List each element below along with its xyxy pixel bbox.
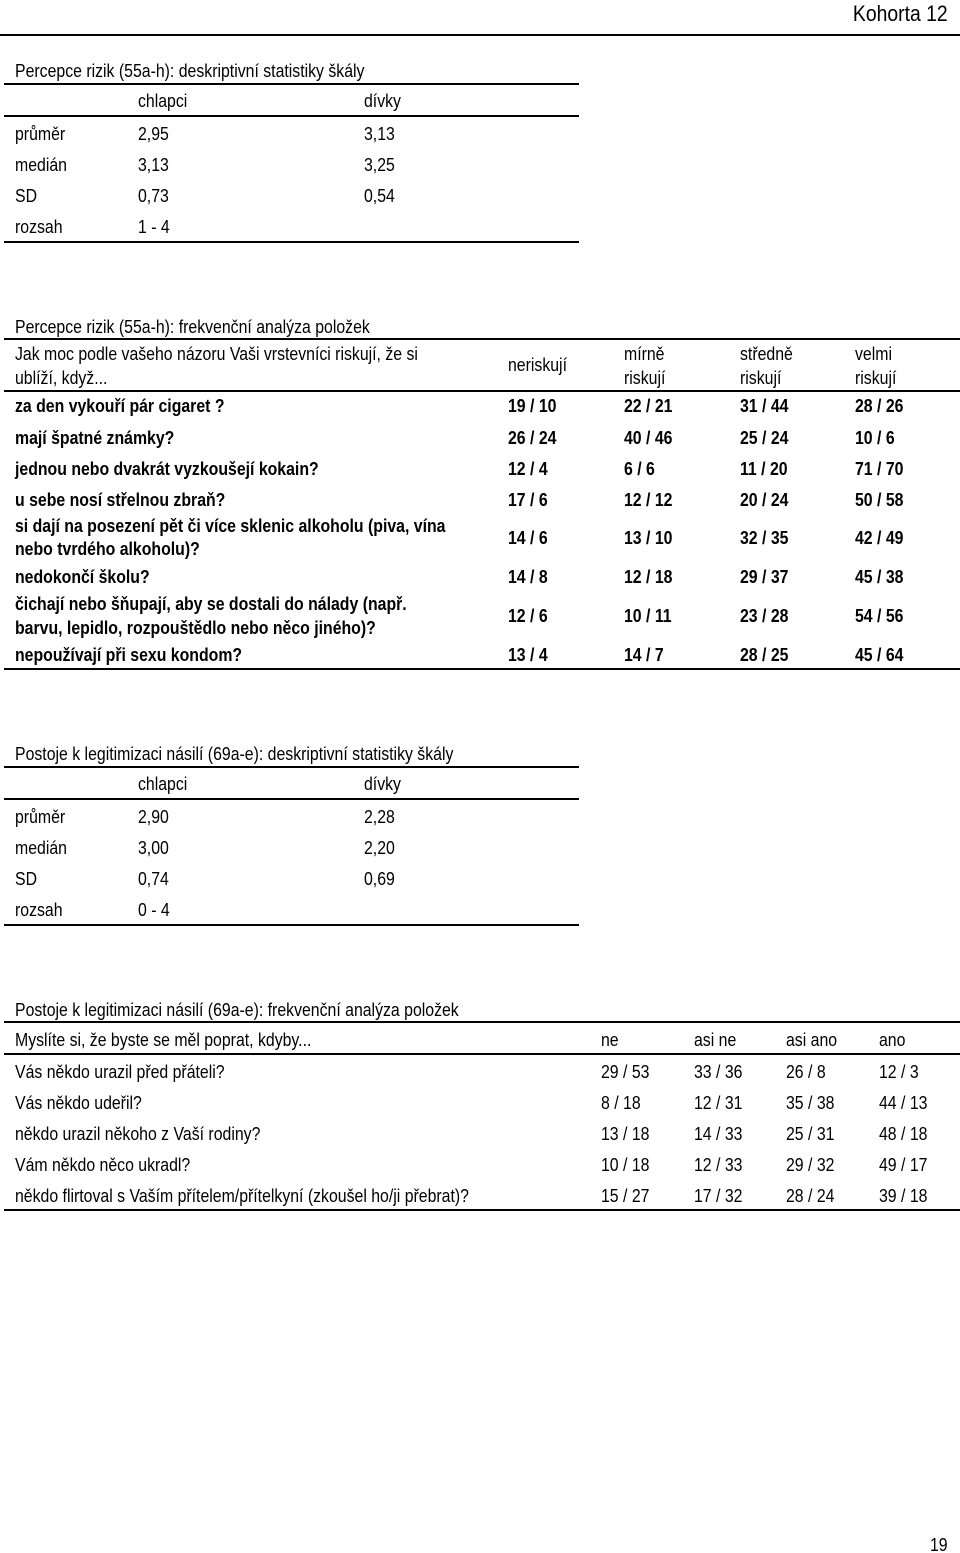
s1-row-label: průměr: [15, 124, 66, 144]
s3-title: Postoje k legitimizaci násilí (69a-e): deskriptivní statistiky škály: [15, 744, 454, 764]
s2-cell: 28 / 25: [740, 645, 789, 665]
s2-row-label: si dají na posezení pět či více sklenic alkoholu (piva, vína: [15, 516, 446, 536]
s2-cell: 29 / 37: [740, 567, 789, 587]
s2-cell: 12 / 4: [508, 459, 548, 479]
s2-cell: 71 / 70: [855, 459, 904, 479]
s3-rule-top: [4, 766, 579, 768]
s2-cell: 54 / 56: [855, 606, 904, 626]
s2-cell: 19 / 10: [508, 396, 557, 416]
s2-col-velmi-2: riskují: [855, 368, 897, 388]
s4-cell: 12 / 33: [694, 1155, 743, 1175]
s4-cell: 17 / 32: [694, 1186, 743, 1206]
s3-row-label: rozsah: [15, 900, 63, 920]
s4-cell: 8 / 18: [601, 1093, 641, 1113]
s3-row-value: 0,69: [364, 869, 395, 889]
s3-row-value: 2,28: [364, 807, 395, 827]
s2-cell: 31 / 44: [740, 396, 789, 416]
s2-rule-top: [4, 338, 960, 340]
s4-row-label: Vám někdo něco ukradl?: [15, 1155, 191, 1175]
s1-title: Percepce rizik (55a-h): deskriptivní statistiky škály: [15, 61, 365, 81]
s4-question: Myslíte si, že byste se měl poprat, kdyby...: [15, 1030, 312, 1050]
s2-title: Percepce rizik (55a-h): frekvenční analýza položek: [15, 317, 370, 337]
s4-rule-head: [4, 1053, 960, 1055]
s4-cell: 28 / 24: [786, 1186, 835, 1206]
s2-row-label-2: nebo tvrdého alkoholu)?: [15, 539, 200, 559]
s4-row-label: někdo urazil někoho z Vaší rodiny?: [15, 1124, 261, 1144]
s1-col-divky: dívky: [364, 91, 401, 111]
s4-cell: 10 / 18: [601, 1155, 650, 1175]
s1-row-label: medián: [15, 155, 67, 175]
s2-cell: 50 / 58: [855, 490, 904, 510]
s4-cell: 29 / 53: [601, 1062, 650, 1082]
s2-question-line2: ublíží, když...: [15, 368, 108, 388]
s4-cell: 26 / 8: [786, 1062, 826, 1082]
s4-col-asi-ne: asi ne: [694, 1030, 737, 1050]
s4-cell: 15 / 27: [601, 1186, 650, 1206]
s3-row-label: SD: [15, 869, 38, 889]
s2-cell: 45 / 64: [855, 645, 904, 665]
s4-cell: 14 / 33: [694, 1124, 743, 1144]
s4-cell: 12 / 31: [694, 1093, 743, 1113]
s1-rule-top: [4, 83, 579, 85]
s2-col-neriskuji: neriskují: [508, 355, 567, 375]
s3-row-value: 3,00: [138, 838, 169, 858]
s2-col-mirne: mírně: [624, 344, 665, 364]
s3-rule-head: [4, 798, 579, 800]
header-rule: [0, 34, 960, 36]
s2-row-label: nedokončí školu?: [15, 567, 150, 587]
s4-row-label: někdo flirtoval s Vaším přítelem/přítelkyní (zkoušel ho/ji přebrat)?: [15, 1186, 469, 1206]
s4-cell: 35 / 38: [786, 1093, 835, 1113]
s2-cell: 11 / 20: [740, 459, 788, 479]
s2-cell: 12 / 12: [624, 490, 673, 510]
s4-col-ano: ano: [879, 1030, 906, 1050]
s2-cell: 45 / 38: [855, 567, 904, 587]
s2-row-label: za den vykouří pár cigaret ?: [15, 396, 225, 416]
s2-cell: 14 / 8: [508, 567, 548, 587]
s4-cell: 13 / 18: [601, 1124, 650, 1144]
s1-row-value: 2,95: [138, 124, 169, 144]
s4-rule-bottom: [4, 1209, 960, 1211]
s1-rule-head: [4, 115, 579, 117]
s3-row-value: 2,90: [138, 807, 169, 827]
s2-col-stredne-2: riskují: [740, 368, 782, 388]
s3-row-value: 2,20: [364, 838, 395, 858]
s2-cell: 14 / 7: [624, 645, 664, 665]
s4-title: Postoje k legitimizaci násilí (69a-e): frekvenční analýza položek: [15, 1000, 459, 1020]
cohort-title: Kohorta 12: [853, 1, 948, 26]
s2-cell: 13 / 4: [508, 645, 548, 665]
s4-cell: 49 / 17: [879, 1155, 928, 1175]
s2-cell: 14 / 6: [508, 528, 548, 548]
s4-col-asi-ano: asi ano: [786, 1030, 838, 1050]
s1-row-value: 0,73: [138, 186, 169, 206]
s2-row-label: čichají nebo šňupají, aby se dostali do nálady (např.: [15, 594, 407, 614]
s2-rule-head: [4, 390, 960, 392]
s2-cell: 32 / 35: [740, 528, 789, 548]
s1-row-value: 3,25: [364, 155, 395, 175]
s4-row-label: Vás někdo udeřil?: [15, 1093, 142, 1113]
s2-col-stredne: středně: [740, 344, 793, 364]
s2-cell: 42 / 49: [855, 528, 904, 548]
s2-row-label: mají špatné známky?: [15, 428, 175, 448]
s4-col-ne: ne: [601, 1030, 619, 1050]
s1-row-value: 1 - 4: [138, 217, 170, 237]
s1-row-label: SD: [15, 186, 38, 206]
s3-col-chlapci: chlapci: [138, 774, 188, 794]
s2-cell: 26 / 24: [508, 428, 557, 448]
s2-row-label-2: barvu, lepidlo, rozpouštědlo nebo něco jiného)?: [15, 618, 376, 638]
s2-row-label: u sebe nosí střelnou zbraň?: [15, 490, 226, 510]
s2-rule-bottom: [4, 668, 960, 670]
s1-row-value: 3,13: [138, 155, 169, 175]
s2-cell: 23 / 28: [740, 606, 789, 626]
s1-row-value: 3,13: [364, 124, 395, 144]
s4-cell: 44 / 13: [879, 1093, 928, 1113]
s2-cell: 17 / 6: [508, 490, 548, 510]
s4-cell: 39 / 18: [879, 1186, 928, 1206]
s4-rule-top: [4, 1021, 960, 1023]
s4-cell: 29 / 32: [786, 1155, 835, 1175]
s3-row-value: 0 - 4: [138, 900, 170, 920]
s1-rule-bottom: [4, 241, 579, 243]
s3-rule-bottom: [4, 924, 579, 926]
s2-cell: 13 / 10: [624, 528, 673, 548]
s2-cell: 12 / 18: [624, 567, 673, 587]
s1-row-value: 0,54: [364, 186, 395, 206]
page-number: 19: [930, 1535, 948, 1553]
s2-cell: 20 / 24: [740, 490, 789, 510]
s2-cell: 10 / 6: [855, 428, 895, 448]
s2-question-line1: Jak moc podle vašeho názoru Vaši vrstevníci riskují, že si: [15, 344, 418, 364]
s4-row-label: Vás někdo urazil před přáteli?: [15, 1062, 225, 1082]
s4-cell: 48 / 18: [879, 1124, 928, 1144]
s4-cell: 12 / 3: [879, 1062, 919, 1082]
s2-row-label: nepoužívají při sexu kondom?: [15, 645, 243, 665]
s3-col-divky: dívky: [364, 774, 401, 794]
s2-cell: 40 / 46: [624, 428, 673, 448]
s1-col-chlapci: chlapci: [138, 91, 188, 111]
s4-cell: 33 / 36: [694, 1062, 743, 1082]
s1-row-label: rozsah: [15, 217, 63, 237]
s3-row-value: 0,74: [138, 869, 169, 889]
s3-row-label: průměr: [15, 807, 66, 827]
s4-cell: 25 / 31: [786, 1124, 835, 1144]
s2-cell: 12 / 6: [508, 606, 548, 626]
s2-row-label: jednou nebo dvakrát vyzkoušejí kokain?: [15, 459, 319, 479]
s2-cell: 25 / 24: [740, 428, 789, 448]
s2-cell: 6 / 6: [624, 459, 655, 479]
s3-row-label: medián: [15, 838, 67, 858]
s2-cell: 10 / 11: [624, 606, 672, 626]
s2-cell: 28 / 26: [855, 396, 904, 416]
s2-cell: 22 / 21: [624, 396, 673, 416]
s2-col-velmi: velmi: [855, 344, 892, 364]
s2-col-mirne-2: riskují: [624, 368, 666, 388]
